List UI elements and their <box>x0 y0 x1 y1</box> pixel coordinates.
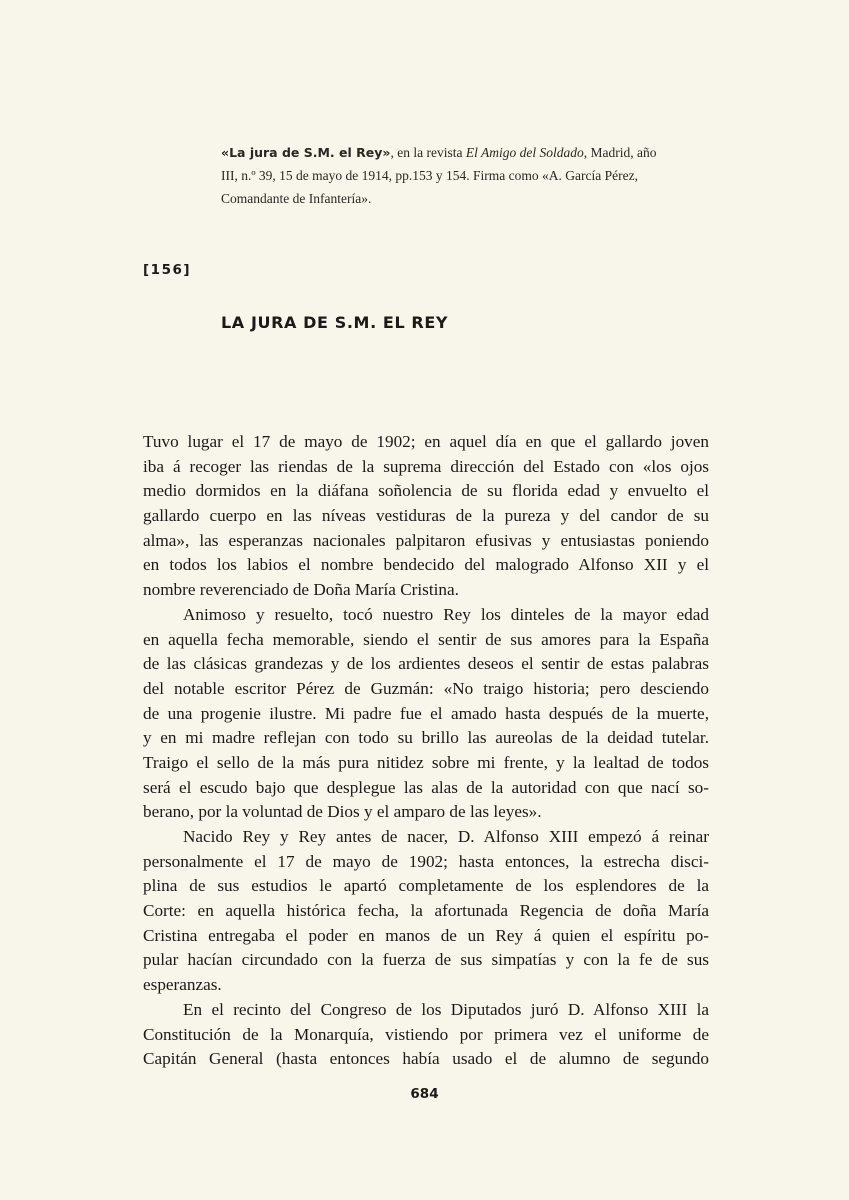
source-note-text: , Madrid, año <box>583 145 657 160</box>
text-line: será el escudo bajo que desplegue las alas de la autoridad con que nací so- <box>143 777 709 797</box>
text-line: en aquella fecha memorable, siendo el sentir de sus amores para la España <box>143 629 709 649</box>
text-line: Animoso y resuelto, tocó nuestro Rey los dinteles de la mayor edad <box>183 604 709 624</box>
text-line: medio dormidos en la diáfana soñolencia de su florida edad y envuelto el <box>143 481 709 501</box>
text-line: berano, por la voluntad de Dios y el amparo de las leyes». <box>143 802 542 822</box>
source-note-text: , en la revista <box>390 145 466 160</box>
text-line: Constitución de la Monarquía, vistiendo por primera vez el uniforme de <box>143 1024 709 1044</box>
text-line: nombre reverenciado de Doña María Cristina. <box>143 580 459 600</box>
source-note-line-1 <box>221 141 691 164</box>
text-line: del notable escritor Pérez de Guzmán: «No traigo historia; pero desciendo <box>143 678 709 698</box>
text-line: personalmente el 17 de mayo de 1902; hasta entonces, la estrecha disci- <box>143 851 709 871</box>
text-line: pular hacían circundado con la fuerza de sus simpatías y con la fe de sus <box>143 950 709 970</box>
text-line: Traigo el sello de la más pura nitidez sobre mi frente, y la lealtad de todos <box>143 752 709 772</box>
text-line: de una progenie ilustre. Mi padre fue el amado hasta después de la muerte, <box>143 703 709 723</box>
source-note <box>221 141 691 210</box>
source-article-title: «La jura de S.M. el Rey» <box>221 145 391 160</box>
text-line: gallardo cuerpo en las níveas vestiduras de la pureza y del candor de su <box>143 506 709 526</box>
paragraph <box>143 825 709 998</box>
text-line: iba á recoger las riendas de la suprema dirección del Estado con «los ojos <box>143 456 709 476</box>
text-line: Capitán General (hasta entonces había usado el de alumno de segundo <box>143 1049 709 1069</box>
source-note-line-3: Comandante de Infantería». <box>221 191 372 206</box>
text-line: plina de sus estudios le apartó completamente de los esplendores de la <box>143 876 709 896</box>
paragraph <box>143 603 709 825</box>
source-magazine-name: El Amigo del Soldado <box>465 145 584 160</box>
page-number: 684 <box>410 1086 439 1102</box>
body-text <box>143 430 709 1072</box>
text-line: Corte: en aquella histórica fecha, la afortunada Regencia de doña María <box>143 901 709 921</box>
text-line: Tuvo lugar el 17 de mayo de 1902; en aquel día en que el gallardo joven <box>143 432 709 451</box>
text-line: y en mi madre reflejan con todo su brillo las aureolas de la deidad tutelar. <box>143 728 709 748</box>
source-note-line-2: III, n.º 39, 15 de mayo de 1914, pp.153 y 154. Firma como «A. García Pérez, <box>221 168 638 183</box>
paragraph <box>143 998 709 1072</box>
text-line: Nacido Rey y Rey antes de nacer, D. Alfonso XIII empezó á reinar <box>183 827 709 846</box>
document-number: [156] <box>143 262 192 278</box>
text-line: esperanzas. <box>143 975 222 995</box>
text-line: en todos los labios el nombre bendecido del malogrado Alfonso XII y el <box>143 555 709 575</box>
text-line: Cristina entregaba el poder en manos de un Rey á quien el espíritu po- <box>143 925 709 945</box>
text-line: alma», las esperanzas nacionales palpitaron efusivas y entusiastas poniendo <box>143 530 709 550</box>
text-line: En el recinto del Congreso de los Diputados juró D. Alfonso XIII la <box>183 999 709 1019</box>
paragraph <box>143 430 709 603</box>
text-line: de las clásicas grandezas y de los ardientes deseos el sentir de estas palabras <box>143 654 709 674</box>
document-title: LA JURA DE S.M. EL REY <box>221 313 449 332</box>
